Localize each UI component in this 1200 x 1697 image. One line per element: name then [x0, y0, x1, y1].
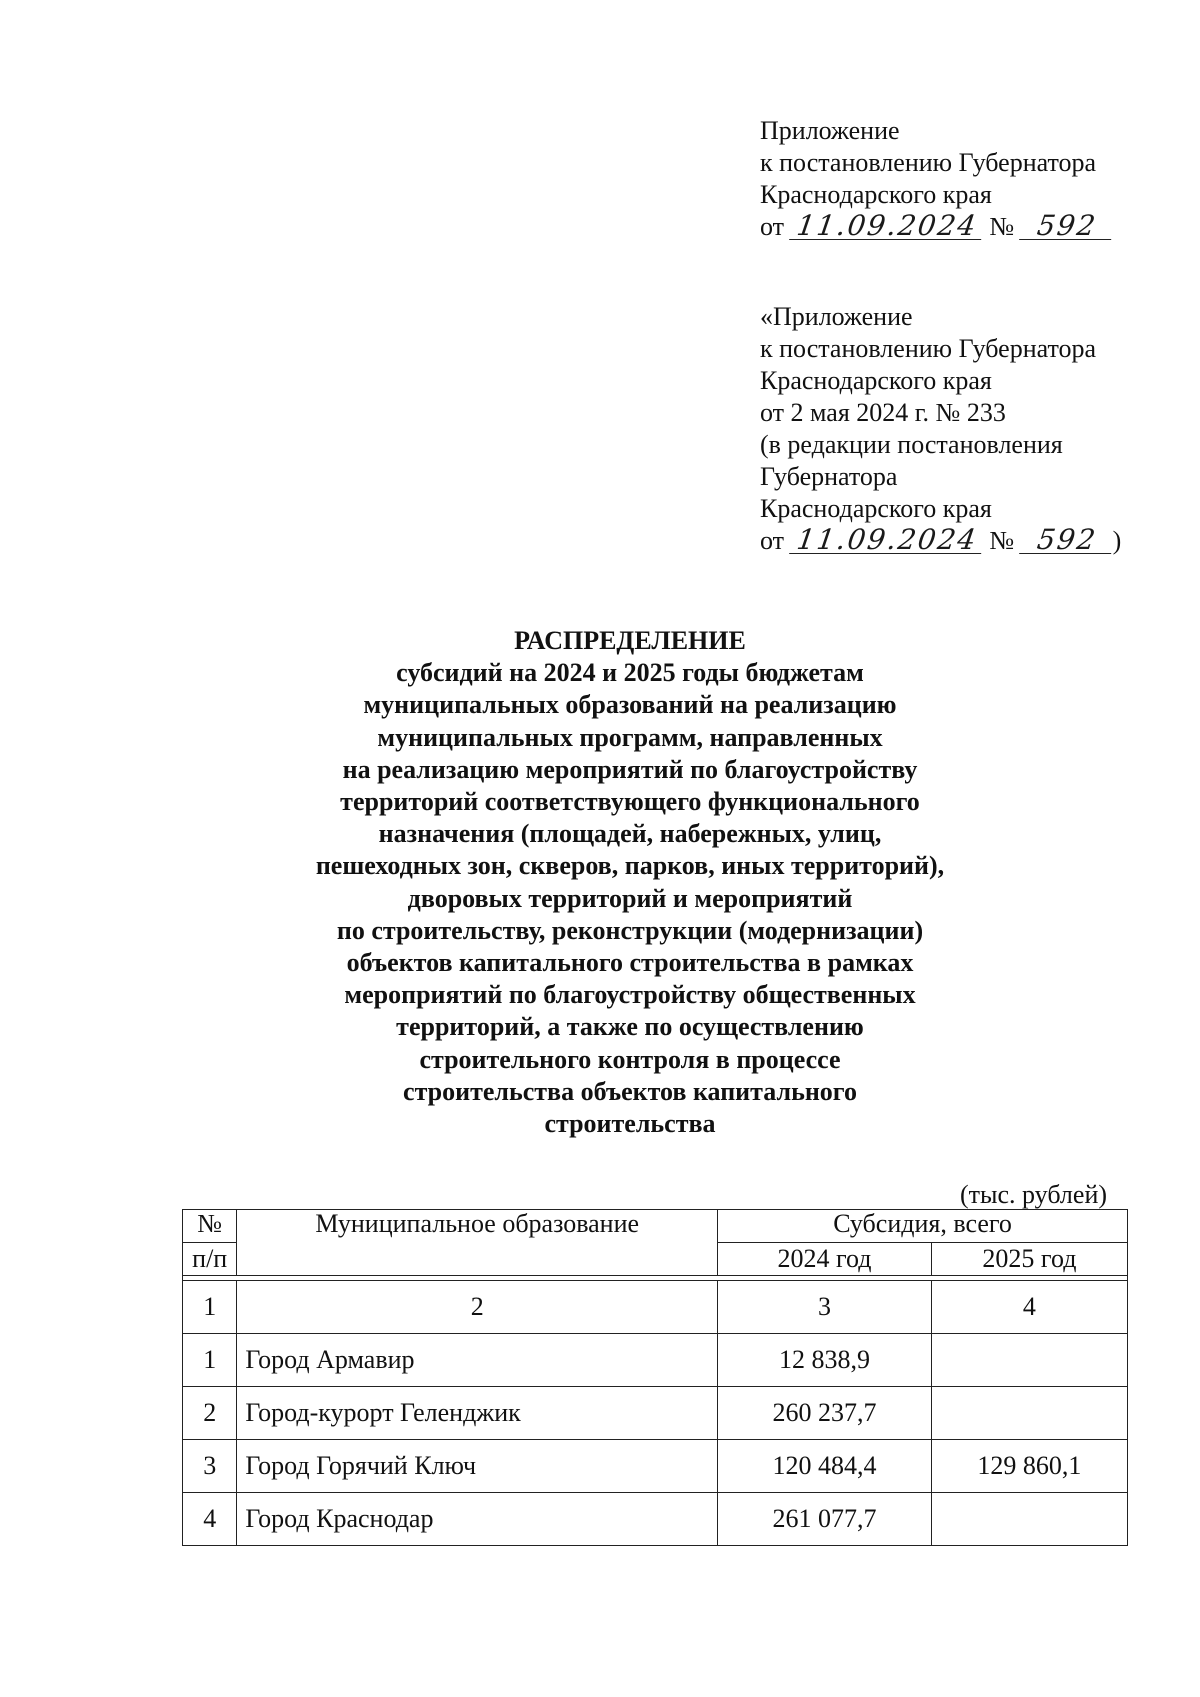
title-line: муниципальных программ, направленных — [377, 722, 883, 752]
from-label: от — [760, 212, 785, 241]
row-2024-value: 12 838,9 — [718, 1334, 932, 1387]
number-label: № — [989, 212, 1015, 241]
column-numbers-row — [183, 1281, 1128, 1334]
handwritten-date: 11.09.2024 — [789, 527, 985, 554]
appendix-date-line — [760, 211, 1113, 243]
title-line: строительного контроля в процессе — [419, 1044, 841, 1074]
number-label: № — [989, 526, 1015, 555]
title-line: муниципальных образований на реализацию — [363, 690, 897, 720]
table-row — [183, 1334, 1128, 1387]
quoted-line-5: (в редакции постановления — [760, 430, 1063, 459]
title-line: пешеходных зон, скверов, парков, иных территорий), — [315, 851, 945, 881]
table-header-row — [183, 1210, 1128, 1243]
quoted-appendix-header — [760, 301, 1121, 557]
row-2024-value: 120 484,4 — [718, 1440, 932, 1493]
column-number: 4 — [931, 1281, 1127, 1334]
title-line: назначения (площадей, набережных, улиц, — [378, 819, 882, 849]
row-2025-value — [931, 1493, 1127, 1546]
quoted-line-2: к постановлению Губернатора — [760, 334, 1097, 363]
title-line: строительства — [544, 1109, 716, 1139]
row-num: 4 — [183, 1493, 237, 1546]
units-label: (тыс. рублей) — [960, 1180, 1108, 1209]
row-num: 1 — [183, 1334, 237, 1387]
row-municipality: Город-курорт Геленджик — [237, 1387, 718, 1440]
row-municipality: Город Краснодар — [237, 1493, 718, 1546]
quoted-line-3: Краснодарского края — [760, 366, 992, 395]
title-line: по строительству, реконструкции (модернизации) — [336, 915, 924, 945]
column-number: 2 — [237, 1281, 718, 1334]
header-municipality: Муниципальное образование — [237, 1210, 718, 1276]
row-municipality: Город Горячий Ключ — [237, 1440, 718, 1493]
row-2024-value: 261 077,7 — [718, 1493, 932, 1546]
table-row — [183, 1387, 1128, 1440]
table-row — [183, 1440, 1128, 1493]
title-line: территорий соответствующего функционального — [340, 787, 920, 817]
row-2024-value: 260 237,7 — [718, 1387, 932, 1440]
appendix-line-2: к постановлению Губернатора — [760, 148, 1097, 177]
subsidy-table — [182, 1209, 1128, 1546]
quoted-line-6: Губернатора — [760, 462, 898, 491]
title-line: строительства объектов капитального — [403, 1076, 857, 1106]
closing-paren: ) — [1112, 526, 1122, 555]
title-line: мероприятий по благоустройству общественных — [344, 980, 916, 1010]
quoted-line-4: от 2 мая 2024 г. № 233 — [760, 398, 1006, 427]
title-line: объектов капитального строительства в рамках — [346, 948, 914, 978]
column-number: 3 — [718, 1281, 932, 1334]
row-num: 2 — [183, 1387, 237, 1440]
header-subsidy-total: Субсидия, всего — [718, 1210, 1128, 1243]
document-title — [200, 625, 1060, 1140]
appendix-header — [760, 115, 1113, 243]
header-num-text: № — [197, 1209, 223, 1238]
handwritten-number: 592 — [1019, 527, 1115, 554]
quoted-line-7: Краснодарского края — [760, 494, 992, 523]
title-line: территорий, а также по осуществлению — [396, 1012, 864, 1042]
row-2025-value — [931, 1334, 1127, 1387]
title-heading: РАСПРЕДЕЛЕНИЕ — [514, 626, 746, 655]
title-line: субсидий на 2024 и 2025 годы бюджетам — [396, 658, 864, 688]
quoted-line-1: «Приложение — [760, 302, 913, 331]
appendix-line-3: Краснодарского края — [760, 180, 992, 209]
row-municipality: Город Армавир — [237, 1334, 718, 1387]
handwritten-date: 11.09.2024 — [789, 213, 985, 240]
row-num: 3 — [183, 1440, 237, 1493]
table-row — [183, 1493, 1128, 1546]
row-2025-value — [931, 1387, 1127, 1440]
title-line: на реализацию мероприятий по благоустройству — [342, 754, 918, 784]
from-label: от — [760, 526, 785, 555]
row-2025-value: 129 860,1 — [931, 1440, 1127, 1493]
header-year-2025: 2025 год — [931, 1243, 1127, 1276]
title-line: дворовых территорий и мероприятий — [407, 883, 853, 913]
handwritten-number: 592 — [1019, 213, 1115, 240]
quoted-date-line — [760, 525, 1121, 557]
appendix-line-1: Приложение — [760, 116, 900, 145]
header-num — [183, 1210, 237, 1243]
column-number: 1 — [183, 1281, 237, 1334]
header-num2: п/п — [183, 1243, 237, 1276]
header-year-2024: 2024 год — [718, 1243, 932, 1276]
